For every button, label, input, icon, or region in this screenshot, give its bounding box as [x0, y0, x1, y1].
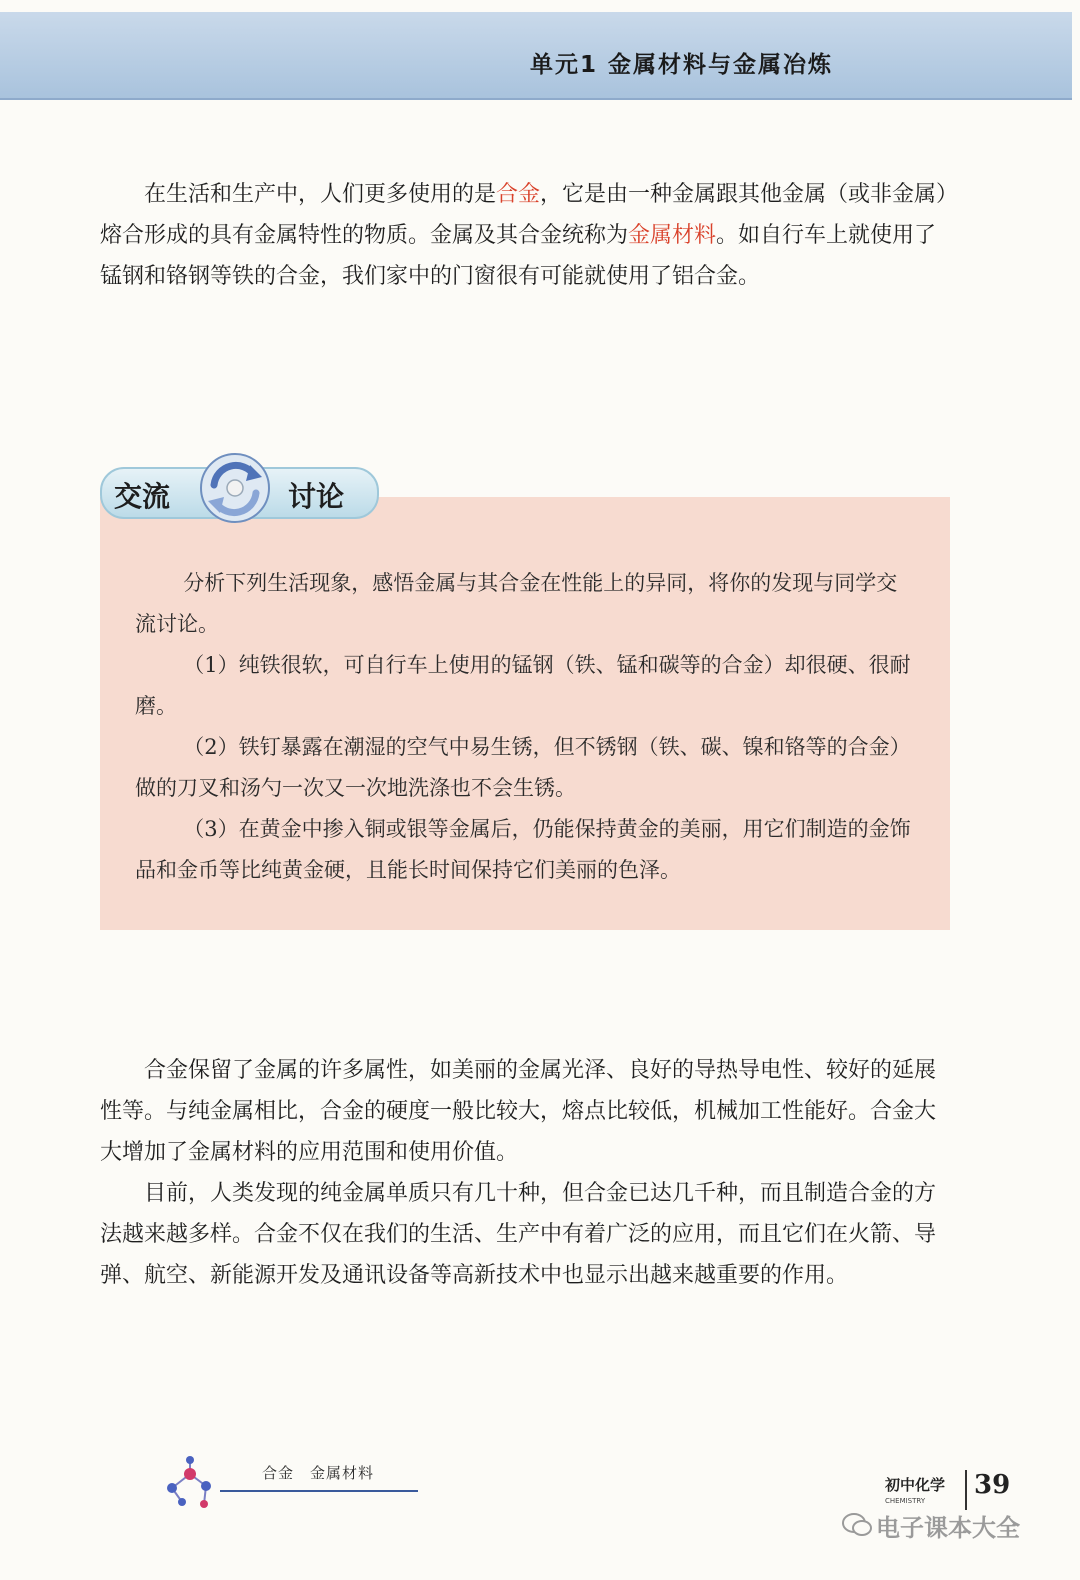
intro-text-c: 。如自行车上就使用了锰钢和铬钢等铁的合金，我们家中的门窗很有可能就使用了铝合金。	[100, 223, 937, 289]
unit-title: 单元1 金属材料与金属冶炼	[530, 52, 834, 78]
term-alloy: 合金	[496, 182, 541, 207]
body-section	[100, 1050, 955, 1296]
discussion-item: （2）铁钉暴露在潮湿的空气中易生锈，但不锈钢（铁、碳、镍和铬等的合金）做的刀叉和汤勺一次又一次地洗涤也不会生锈。	[135, 735, 911, 800]
discussion-lead: 分析下列生活现象，感悟金属与其合金在性能上的异同，将你的发现与同学交流讨论。	[135, 571, 898, 636]
molecule-icon	[160, 1452, 220, 1512]
footer-subject-en: CHEMISTRY	[885, 1497, 926, 1505]
footer-divider	[965, 1470, 967, 1510]
footer-keyword: 合金	[262, 1464, 295, 1482]
footer-keywords	[262, 1462, 390, 1483]
badge-label-right: 讨论	[288, 480, 345, 513]
footer-rule	[220, 1490, 418, 1492]
term-metal-material: 金属材料	[628, 223, 717, 248]
watermark: 电子课本大全	[876, 1514, 1020, 1542]
footer-subject: 初中化学	[885, 1476, 946, 1494]
intro-text-a: 在生活和生产中，人们更多使用的是	[144, 182, 497, 207]
discussion-text	[135, 563, 915, 891]
intro-paragraph	[100, 174, 955, 297]
body-paragraph: 目前，人类发现的纯金属单质只有几十种，但合金已达几千种，而且制造合金的方法越来越多样。合金不仅在我们的生活、生产中有着广泛的应用，而且它们在火箭、导弹、航空、新能源开发及通讯设备等高新技术中也显示出越来越重要的作用。	[100, 1181, 937, 1288]
discussion-item: （3）在黄金中掺入铜或银等金属后，仍能保持黄金的美丽，用它们制造的金饰品和金币等比纯黄金硬，且能长时间保持它们美丽的色泽。	[135, 817, 911, 882]
badge-label-left: 交流	[114, 480, 171, 513]
body-paragraph: 合金保留了金属的许多属性，如美丽的金属光泽、良好的导热导电性、较好的延展性等。与纯金属相比，合金的硬度一般比较大，熔点比较低，机械加工性能好。合金大大增加了金属材料的应用范围和使用价值。	[100, 1058, 937, 1165]
exchange-arrows-icon	[192, 445, 278, 531]
intro-text-b: ，它是由一种金属跟其他金属（或非金属）熔合形成的具有金属特性的物质。金属及其合金统称为	[100, 182, 948, 248]
page-number: 39	[974, 1470, 1011, 1500]
chat-bubble-icon	[842, 1512, 872, 1538]
footer-keyword: 金属材料	[310, 1464, 375, 1482]
discussion-item: （1）纯铁很软，可自行车上使用的锰钢（铁、锰和碳等的合金）却很硬、很耐磨。	[135, 653, 911, 718]
discussion-badge	[100, 445, 378, 540]
